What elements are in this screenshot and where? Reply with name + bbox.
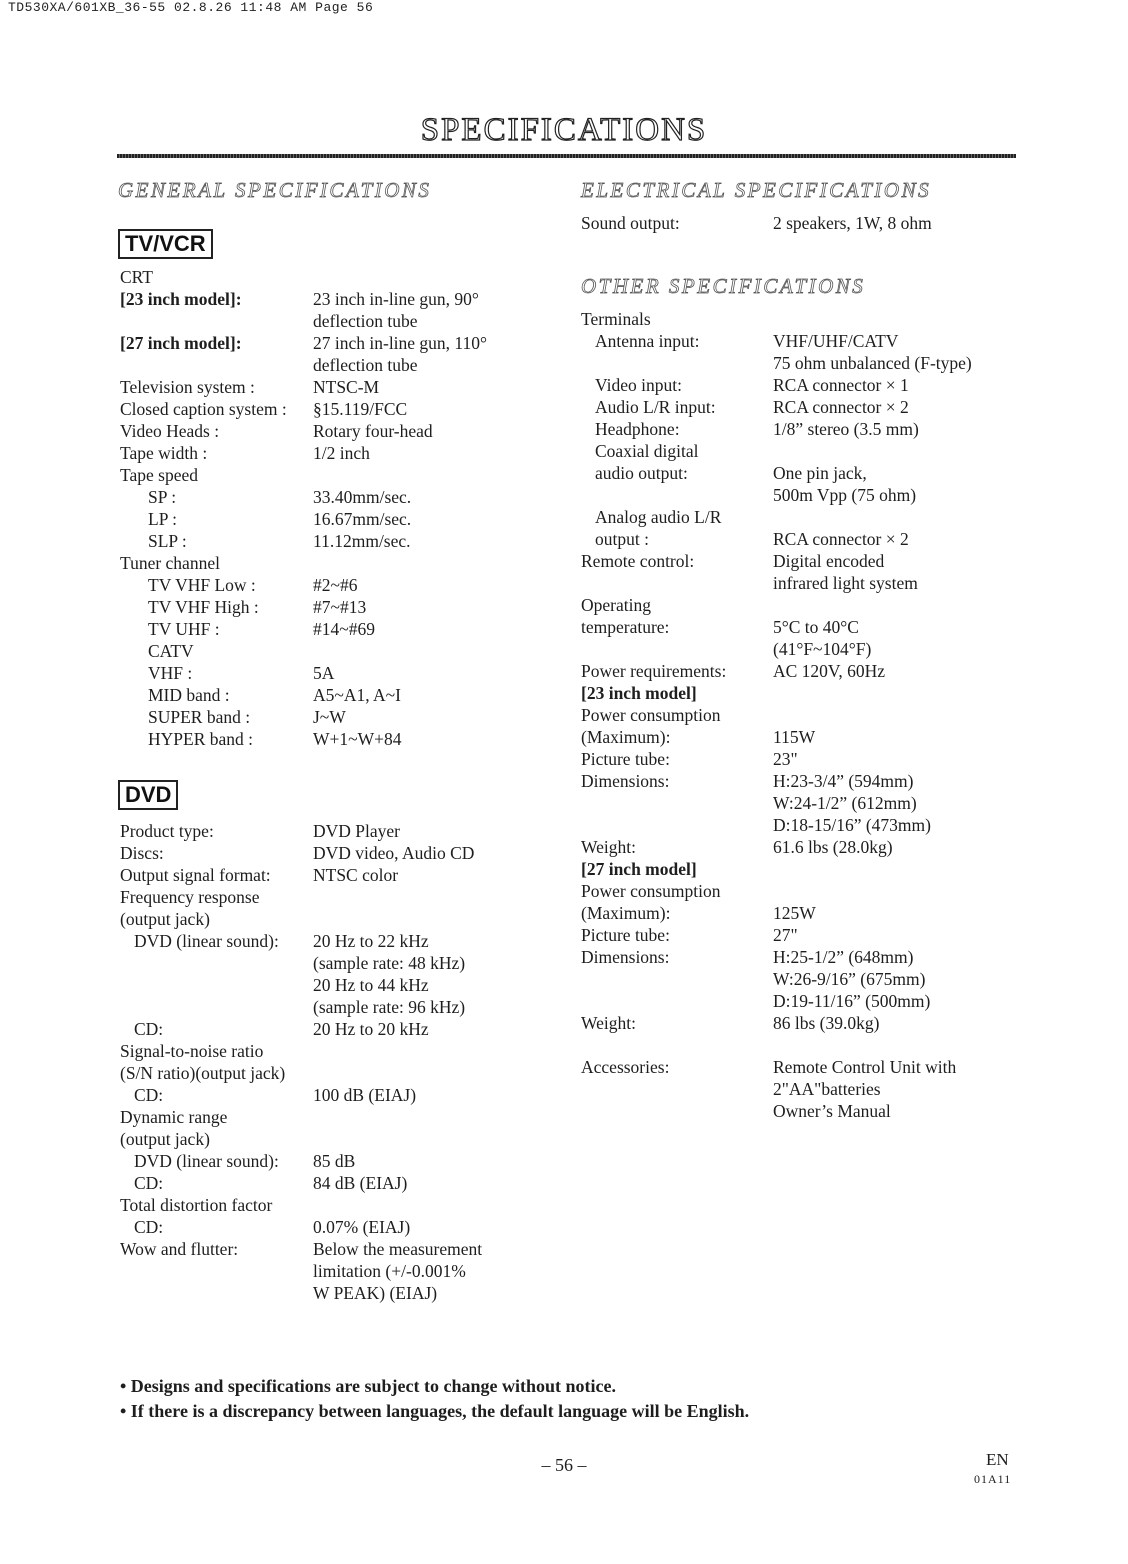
spec-row (120, 288, 479, 310)
general-specifications-heading: GENERAL SPECIFICATIONS (118, 178, 432, 202)
spec-row (581, 968, 926, 990)
spec-row (120, 1172, 408, 1194)
spec-row (581, 616, 859, 638)
spec-row (581, 990, 931, 1012)
spec-row (581, 814, 931, 836)
spec-label: CD: (134, 1085, 164, 1105)
spec-label: VHF : (148, 663, 193, 683)
spec-value: 11.12mm/sec. (313, 531, 411, 551)
spec-label: Coaxial digital (595, 441, 699, 461)
spec-label: Tuner channel (120, 553, 220, 573)
spec-value: #2~#6 (313, 575, 358, 595)
spec-row (120, 1150, 356, 1172)
spec-value: limitation (+/-0.001% (313, 1261, 466, 1281)
spec-value: 115W (773, 727, 816, 747)
spec-value: 1/2 inch (313, 443, 370, 463)
spec-row (581, 308, 726, 330)
spec-label: Video input: (595, 375, 682, 395)
spec-row (120, 464, 287, 486)
spec-row (120, 618, 375, 640)
spec-value: DVD Player (313, 821, 400, 841)
spec-value: 500m Vpp (75 ohm) (773, 485, 917, 505)
spec-row (120, 552, 287, 574)
spec-row (581, 902, 816, 924)
spec-label: Output signal format: (120, 865, 271, 885)
spec-label: Picture tube: (581, 925, 670, 945)
spec-row (120, 354, 418, 376)
spec-value: infrared light system (773, 573, 918, 593)
spec-value: 1/8” stereo (3.5 mm) (773, 419, 919, 439)
spec-row (581, 550, 885, 572)
spec-row (120, 974, 429, 996)
spec-value: deflection tube (313, 355, 418, 375)
spec-value: 2"AA"batteries (773, 1079, 881, 1099)
spec-value: 100 dB (EIAJ) (313, 1085, 417, 1105)
spec-row (581, 330, 899, 352)
page-title: SPECIFICATIONS (420, 112, 708, 148)
spec-value: 20 Hz to 44 kHz (313, 975, 429, 995)
spec-row (581, 836, 893, 858)
tvvcr-spec-list (120, 266, 488, 750)
spec-value: 16.67mm/sec. (313, 509, 412, 529)
spec-label: SLP : (148, 531, 187, 551)
spec-label: Weight: (581, 1013, 636, 1033)
spec-label: SUPER band : (148, 707, 251, 727)
spec-row (581, 1012, 880, 1034)
spec-row (581, 374, 909, 396)
spec-label: CD: (134, 1173, 164, 1193)
spec-value: H:23-3/4” (594mm) (773, 771, 914, 791)
page-number: – 56 – (541, 1455, 587, 1475)
spec-value: Rotary four-head (313, 421, 433, 441)
title-rule (117, 154, 1016, 158)
spec-value: J~W (313, 707, 346, 727)
spec-value: RCA connector × 1 (773, 375, 909, 395)
spec-row (120, 1106, 285, 1128)
spec-row (120, 508, 412, 530)
spec-row (120, 1238, 483, 1260)
spec-value: W:26-9/16” (675mm) (773, 969, 926, 989)
spec-label: Dynamic range (120, 1107, 228, 1127)
spec-label: Analog audio L/R (595, 507, 722, 527)
spec-row (120, 662, 335, 684)
spec-row (120, 1040, 285, 1062)
spec-row (120, 684, 401, 706)
spec-value: 23" (773, 749, 798, 769)
spec-label: Remote control: (581, 551, 695, 571)
spec-row (581, 946, 914, 968)
spec-label: Dimensions: (581, 771, 670, 791)
spec-label: Frequency response (120, 887, 260, 907)
spec-row (120, 952, 466, 974)
spec-row (120, 1062, 285, 1084)
spec-label: [27 inch model] (581, 859, 697, 879)
spec-value: 2 speakers, 1W, 8 ohm (773, 213, 932, 233)
spec-value: Owner’s Manual (773, 1101, 891, 1121)
spec-label: CD: (134, 1019, 164, 1039)
spec-row (120, 574, 358, 596)
spec-label: Closed caption system : (120, 399, 287, 419)
other-spec-list (581, 308, 972, 1122)
spec-row (120, 420, 433, 442)
spec-row (120, 842, 475, 864)
print-header: TD530XA/601XB_36-55 02.8.26 11:48 AM Page 56 (8, 0, 374, 15)
spec-value: RCA connector × 2 (773, 397, 909, 417)
spec-row (120, 908, 285, 930)
electrical-specifications-heading: ELECTRICAL SPECIFICATIONS (581, 178, 932, 202)
spec-row (120, 1084, 417, 1106)
spec-label: Video Heads : (120, 421, 220, 441)
spec-value: VHF/UHF/CATV (773, 331, 899, 351)
document-code: 01A11 (974, 1472, 1012, 1486)
spec-label: (Maximum): (581, 903, 671, 923)
spec-row (581, 638, 872, 660)
spec-row (120, 486, 412, 508)
spec-value: 20 Hz to 22 kHz (313, 931, 429, 951)
spec-row (120, 530, 411, 552)
spec-value: (sample rate: 96 kHz) (313, 997, 466, 1017)
spec-row (120, 332, 488, 354)
spec-value: 86 lbs (39.0kg) (773, 1013, 880, 1033)
spec-row (581, 484, 917, 506)
spec-value: H:25-1/2” (648mm) (773, 947, 914, 967)
spec-value: Below the measurement (313, 1239, 483, 1259)
spec-label: Television system : (120, 377, 255, 397)
spec-value: D:19-11/16” (500mm) (773, 991, 931, 1011)
spec-row (120, 728, 402, 750)
spec-value: 23 inch in-line gun, 90° (313, 289, 479, 309)
spec-row (120, 886, 285, 908)
spec-value: 125W (773, 903, 816, 923)
spec-row (581, 572, 918, 594)
spec-label: SP : (148, 487, 177, 507)
spec-row (581, 858, 726, 880)
spec-value: W+1~W+84 (313, 729, 402, 749)
spec-row (120, 1216, 411, 1238)
spec-row (581, 396, 909, 418)
spec-value: 84 dB (EIAJ) (313, 1173, 408, 1193)
spec-row (581, 770, 914, 792)
spec-label: Tape speed (120, 465, 198, 485)
spec-value: 5A (313, 663, 335, 683)
spec-label: output : (595, 529, 649, 549)
spec-row (120, 442, 370, 464)
spec-label: MID band : (148, 685, 230, 705)
spec-row (581, 704, 726, 726)
spec-value: 85 dB (313, 1151, 356, 1171)
spec-value: NTSC-M (313, 377, 380, 397)
spec-label: Audio L/R input: (595, 397, 716, 417)
spec-row (120, 596, 367, 618)
spec-row (120, 640, 287, 662)
spec-label: Dimensions: (581, 947, 670, 967)
spec-row (581, 748, 798, 770)
spec-label: TV UHF : (148, 619, 220, 639)
spec-row (120, 706, 346, 728)
spec-row (581, 1056, 957, 1078)
dvd-label: DVD (118, 780, 178, 810)
spec-value: #7~#13 (313, 597, 367, 617)
spec-row (120, 1018, 429, 1040)
spec-value: 75 ohm unbalanced (F-type) (773, 353, 972, 373)
spec-label: CATV (148, 641, 194, 661)
spec-label: Operating (581, 595, 651, 615)
spec-row (581, 212, 932, 234)
spec-row (581, 418, 919, 440)
spec-value: #14~#69 (313, 619, 375, 639)
spec-value: NTSC color (313, 865, 399, 885)
spec-row (581, 924, 798, 946)
spec-label: Total distortion factor (120, 1195, 273, 1215)
spec-row (581, 462, 867, 484)
spec-label: (S/N ratio)(output jack) (120, 1063, 286, 1083)
spec-row (120, 930, 429, 952)
spec-label: Weight: (581, 837, 636, 857)
spec-value: 61.6 lbs (28.0kg) (773, 837, 893, 857)
spec-label: Power requirements: (581, 661, 727, 681)
spec-label: Product type: (120, 821, 214, 841)
spec-row (581, 594, 726, 616)
spec-label: [23 inch model]: (120, 289, 242, 309)
spec-label: TV VHF High : (148, 597, 259, 617)
spec-row (581, 682, 726, 704)
note-item: • Designs and specifications are subject to change without notice. (120, 1376, 616, 1396)
spec-value: W:24-1/2” (612mm) (773, 793, 917, 813)
spec-label: (output jack) (120, 1129, 210, 1149)
spec-label: (Maximum): (581, 727, 671, 747)
spec-value: DVD video, Audio CD (313, 843, 475, 863)
spec-row (581, 506, 726, 528)
spec-value: 5°C to 40°C (773, 617, 859, 637)
spec-value: deflection tube (313, 311, 418, 331)
spec-label: temperature: (581, 617, 670, 637)
language-code: EN (986, 1450, 1009, 1469)
spec-row (581, 528, 909, 550)
spec-value: Remote Control Unit with (773, 1057, 957, 1077)
spec-row (120, 310, 418, 332)
spec-value: §15.119/FCC (313, 399, 408, 419)
spec-label: Terminals (581, 309, 651, 329)
spec-row (120, 398, 408, 420)
spec-label: TV VHF Low : (148, 575, 256, 595)
spec-row (581, 440, 726, 462)
spec-value: 20 Hz to 20 kHz (313, 1019, 429, 1039)
spec-value: RCA connector × 2 (773, 529, 909, 549)
spec-row (581, 1100, 891, 1122)
notes (120, 1374, 749, 1424)
spec-row (120, 820, 400, 842)
spec-row (581, 880, 726, 902)
spec-label: (output jack) (120, 909, 210, 929)
spec-value: (sample rate: 48 kHz) (313, 953, 466, 973)
spec-row (581, 1078, 881, 1100)
spec-label: Sound output: (581, 213, 680, 233)
spec-value: AC 120V, 60Hz (773, 661, 885, 681)
spec-row (581, 726, 816, 748)
spec-label: Wow and flutter: (120, 1239, 239, 1259)
spec-label: [23 inch model] (581, 683, 697, 703)
spec-label: Accessories: (581, 1057, 670, 1077)
spec-label: Signal-to-noise ratio (120, 1041, 264, 1061)
spec-label: Headphone: (595, 419, 680, 439)
spec-label: Discs: (120, 843, 164, 863)
spec-row (581, 352, 972, 374)
spec-label: Antenna input: (595, 331, 700, 351)
spec-row (120, 1282, 438, 1304)
spec-value: 33.40mm/sec. (313, 487, 412, 507)
dvd-spec-list (120, 820, 483, 1304)
spec-row (120, 996, 466, 1018)
spec-value: Digital encoded (773, 551, 885, 571)
tvvcr-label: TV/VCR (118, 229, 213, 259)
spec-label: HYPER band : (148, 729, 253, 749)
electrical-spec-list (581, 212, 932, 234)
spec-row (120, 376, 380, 398)
spec-label: Power consumption (581, 881, 721, 901)
spec-row (581, 660, 885, 682)
spec-value: W PEAK) (EIAJ) (313, 1283, 438, 1303)
spec-value: A5~A1, A~I (313, 685, 401, 705)
spec-value: One pin jack, (773, 463, 867, 483)
spec-label: CD: (134, 1217, 164, 1237)
spec-row (120, 1128, 285, 1150)
other-specifications-heading: OTHER SPECIFICATIONS (581, 274, 866, 298)
spec-label: audio output: (595, 463, 688, 483)
spec-row (581, 792, 917, 814)
spec-label: Picture tube: (581, 749, 670, 769)
spec-label: [27 inch model]: (120, 333, 242, 353)
spec-value: (41°F~104°F) (773, 639, 872, 659)
spec-row (120, 266, 287, 288)
note-item: • If there is a discrepancy between languages, the default language will be English. (120, 1401, 750, 1421)
spec-row (120, 1194, 285, 1216)
spec-value: 0.07% (EIAJ) (313, 1217, 411, 1237)
spec-row (120, 1260, 466, 1282)
spec-label: DVD (linear sound): (134, 931, 279, 951)
spec-row (581, 1034, 726, 1056)
spec-row (120, 864, 399, 886)
spec-label: LP : (148, 509, 178, 529)
spec-label: CRT (120, 267, 153, 287)
spec-label: Power consumption (581, 705, 721, 725)
spec-value: 27" (773, 925, 798, 945)
spec-value: 27 inch in-line gun, 110° (313, 333, 488, 353)
spec-label: Tape width : (120, 443, 208, 463)
spec-value: D:18-15/16” (473mm) (773, 815, 931, 835)
spec-label: DVD (linear sound): (134, 1151, 279, 1171)
